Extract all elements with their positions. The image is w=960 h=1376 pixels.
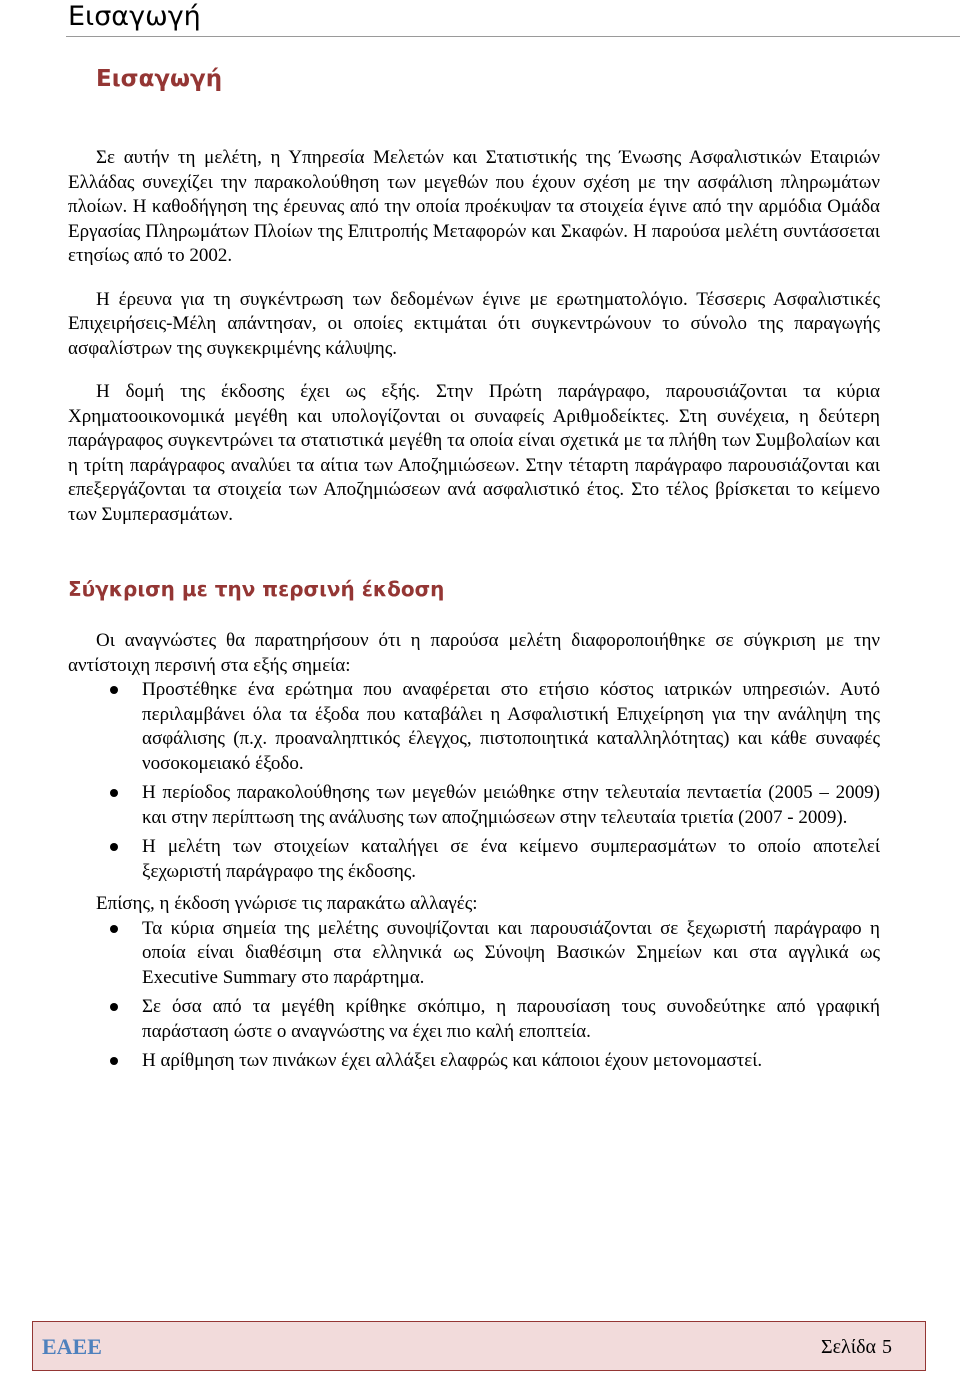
bullet-icon bbox=[110, 789, 118, 797]
bullet-icon bbox=[110, 686, 118, 694]
changes-lead-paragraph: Επίσης, η έκδοση γνώρισε τις παρακάτω αλλαγές: bbox=[96, 893, 478, 914]
bullet-icon bbox=[110, 843, 118, 851]
section-heading-comparison: Σύγκριση με την περσινή έκδοση bbox=[68, 577, 445, 601]
bullet-icon bbox=[110, 1003, 118, 1011]
page-body bbox=[68, 58, 880, 1074]
list-item bbox=[68, 781, 880, 830]
intro-paragraph: Η έρευνα για τη συγκέντρωση των δεδομένων έγινε με ερωτηματολόγιο. Τέσσερις Ασφαλιστικές Επιχειρήσεις-Μέλη απάντησαν, οι οποίες εκτιμάται ότι συγκεντρώνουν το σύνολο της παραγωγής ασφαλίστρων της συγκεκριμένης κάλυψης. bbox=[68, 288, 880, 359]
footer-organization: ΕΑΕΕ bbox=[42, 1334, 102, 1359]
list-item-text: Η αρίθμηση των πινάκων έχει αλλάξει ελαφρώς και κάποιοι έχουν μετονομαστεί. bbox=[142, 1050, 763, 1071]
bullet-icon bbox=[110, 925, 118, 933]
list-item-text: Σε όσα από τα μεγέθη κρίθηκε σκόπιμο, η παρουσίαση τους συνοδεύτηκε από γραφική παράσταση ώστε ο αναγνώστης να έχει πιο καλή εποπτεία. bbox=[142, 996, 880, 1042]
list-item bbox=[68, 917, 880, 991]
intro-paragraph: Σε αυτήν τη μελέτη, η Υπηρεσία Μελετών και Στατιστικής της Ένωσης Ασφαλιστικών Εταιριών Ελλάδας συνεχίζει την παρακολούθηση των μεγεθών που έχουν σχέση με την ασφάλιση πληρωμάτων πλοίων. Η καθοδήγηση της έρευνας από την οποία προέκυψαν τα στοιχεία έγινε από την αρμόδια Ομάδα Εργασίας Πληρωμάτων Πλοίων της Επιτροπής Μεταφορών και Σκαφών. Η παρούσα μελέτη συντάσσεται ετησίως από το 2002. bbox=[68, 147, 880, 266]
list-item bbox=[68, 1049, 880, 1074]
list-item-text: Η περίοδος παρακολούθησης των μεγεθών μειώθηκε στην τελευταία πενταετία (2005 – 2009) και στην περίπτωση της ανάλυσης των αποζημιώσεων στην τελευταία τριετία (2007 - 2009). bbox=[142, 782, 880, 828]
comparison-lead-paragraph: Οι αναγνώστες θα παρατηρήσουν ότι η παρούσα μελέτη διαφοροποιήθηκε σε σύγκριση με την αντίστοιχη περσινή στα εξής σημεία: bbox=[68, 630, 880, 676]
changes-list bbox=[68, 917, 880, 1074]
intro-paragraph: Η δομή της έκδοσης έχει ως εξής. Στην Πρώτη παράγραφο, παρουσιάζονται τα κύρια Χρηματοοικονομικά μεγέθη και υπολογίζονται οι συναφείς Αριθμοδείκτες. Στη συνέχεια, η δεύτερη παράγραφος συγκεντρώνει τα στατιστικά μεγέθη τα οποία είναι σχετικά με τα πλήθη των Συμβολαίων και η τρίτη παράγραφος αναλύει τα αίτια των Αποζημιώσεων. Στην τέταρτη παράγραφο παρουσιάζονται και επεξεργάζονται τα στοιχεία των Αποζημιώσεων ανά ασφαλιστικό έτος. Στο τέλος βρίσκεται το κείμενο των Συμπερασμάτων. bbox=[68, 381, 880, 525]
comparison-points-list bbox=[68, 678, 880, 884]
page-number: 5 bbox=[882, 1336, 892, 1358]
footer-page-number bbox=[821, 1334, 892, 1360]
section-heading-introduction: Εισαγωγή bbox=[96, 66, 223, 92]
page-label: Σελίδα bbox=[820, 1336, 876, 1358]
header-rule bbox=[66, 36, 960, 37]
bullet-icon bbox=[110, 1057, 118, 1065]
list-item-text: Προστέθηκε ένα ερώτημα που αναφέρεται στο ετήσιο κόστος ιατρικών υπηρεσιών. Αυτό περιλαμβάνει όλα τα έξοδα που καταβάλει η Ασφαλιστική Επιχείρηση για την ανάληψη της ασφάλισης (π.χ. προαναληπτικός έλεγχος, πιστοποιητικά καταλληλότητας) και κάθε συναφές νοσοκομειακό έξοδο. bbox=[142, 679, 880, 774]
list-item bbox=[68, 995, 880, 1044]
running-header: Εισαγωγή bbox=[68, 1, 201, 32]
list-item-text: Η μελέτη των στοιχείων καταλήγει σε ένα κείμενο συμπερασμάτων το οποίο αποτελεί ξεχωριστή παράγραφο της έκδοσης. bbox=[142, 836, 880, 882]
list-item bbox=[68, 835, 880, 884]
list-item bbox=[68, 678, 880, 776]
page-footer-band bbox=[32, 1321, 926, 1371]
list-item-text: Τα κύρια σημεία της μελέτης συνοψίζονται και παρουσιάζονται σε ξεχωριστή παράγραφο η οποία είναι διαθέσιμη στα ελληνικά ως Σύνοψη Βασικών Σημείων και στα αγγλικά ως Executive Summary στο παράρτημα. bbox=[142, 917, 880, 988]
